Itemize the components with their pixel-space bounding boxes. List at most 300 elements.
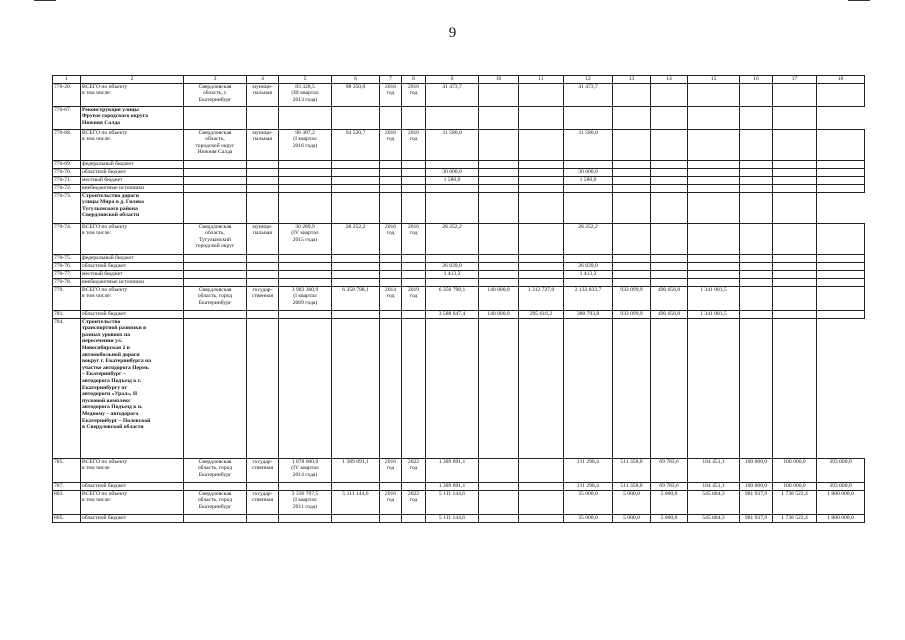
table-cell bbox=[773, 184, 817, 192]
table-cell bbox=[402, 184, 426, 192]
table-cell: 781. bbox=[53, 310, 81, 318]
table-cell: 388 793,8 bbox=[564, 310, 613, 318]
table-cell: 83 328,5 (III квартал 2013 года) bbox=[279, 83, 332, 106]
table-cell bbox=[402, 514, 426, 522]
table-cell bbox=[773, 286, 817, 310]
table-cell: 803. bbox=[53, 490, 81, 514]
table-cell bbox=[740, 286, 773, 310]
table-cell bbox=[613, 160, 651, 168]
table-cell bbox=[332, 270, 380, 278]
table-cell bbox=[247, 262, 279, 270]
table-cell bbox=[332, 192, 380, 223]
header-cell: 1 bbox=[53, 76, 81, 84]
table-cell bbox=[380, 482, 402, 490]
table-cell bbox=[247, 270, 279, 278]
table-cell: 1 580,0 bbox=[426, 176, 479, 184]
table-cell bbox=[817, 176, 865, 184]
table-cell: 100 000,0 bbox=[740, 482, 773, 490]
table-cell: 2016 год bbox=[380, 490, 402, 514]
table-cell bbox=[332, 262, 380, 270]
table-cell bbox=[426, 318, 479, 458]
table-cell bbox=[479, 514, 519, 522]
table-cell bbox=[380, 270, 402, 278]
table-cell: 770-74. bbox=[53, 223, 81, 254]
table-cell bbox=[479, 458, 519, 482]
table-cell bbox=[279, 262, 332, 270]
table-row bbox=[53, 458, 865, 482]
table-cell bbox=[519, 176, 564, 184]
table-cell bbox=[519, 184, 564, 192]
table-cell bbox=[380, 310, 402, 318]
table-cell bbox=[519, 106, 564, 129]
table-row bbox=[53, 278, 865, 286]
table-cell bbox=[380, 192, 402, 223]
table-row bbox=[53, 160, 865, 168]
table-cell bbox=[613, 262, 651, 270]
table-cell: 787. bbox=[53, 482, 81, 490]
table-cell bbox=[247, 168, 279, 176]
table-cell bbox=[773, 83, 817, 106]
table-cell bbox=[740, 83, 773, 106]
table-cell bbox=[184, 176, 247, 184]
table-cell bbox=[184, 106, 247, 129]
table-cell bbox=[519, 83, 564, 106]
table-cell bbox=[247, 278, 279, 286]
table-cell: ВСЕГО по объекту в том числе: bbox=[81, 490, 184, 514]
table-cell bbox=[184, 514, 247, 522]
table-cell bbox=[519, 270, 564, 278]
table-cell bbox=[519, 490, 564, 514]
table-cell: 30 000,0 bbox=[564, 168, 613, 176]
table-cell: 1 389 891,1 bbox=[426, 482, 479, 490]
table-cell: 1 800 000,0 bbox=[817, 490, 865, 514]
table-cell: 2019 год bbox=[402, 286, 426, 310]
table-cell: Свердловская область, городской округ Нижняя Салда bbox=[184, 129, 247, 160]
table-cell bbox=[773, 278, 817, 286]
table-cell: 28 252,2 bbox=[564, 223, 613, 254]
table-cell bbox=[479, 254, 519, 262]
table-cell bbox=[184, 168, 247, 176]
table-cell bbox=[279, 106, 332, 129]
table-row bbox=[53, 129, 865, 160]
table-cell: 6 350 798,1 bbox=[426, 286, 479, 310]
table-cell: 2022 год bbox=[402, 458, 426, 482]
table-cell: муници- пальная bbox=[247, 223, 279, 254]
table-cell bbox=[332, 310, 380, 318]
table-cell bbox=[740, 310, 773, 318]
table-cell bbox=[279, 160, 332, 168]
table-cell: 770-72. bbox=[53, 184, 81, 192]
table-cell: Свердловская область, Тугулымский городской округ bbox=[184, 223, 247, 254]
table-cell bbox=[740, 254, 773, 262]
table-cell: ВСЕГО по объекту в том числе: bbox=[81, 83, 184, 106]
table-cell: 1 738 522,4 bbox=[773, 514, 817, 522]
table-cell: 94 520,7 bbox=[332, 129, 380, 160]
table-cell: внебюджетные источники bbox=[81, 184, 184, 192]
table-cell bbox=[613, 176, 651, 184]
table-cell: государ- ственная bbox=[247, 286, 279, 310]
table-cell bbox=[817, 254, 865, 262]
table-cell: 1 800 000,0 bbox=[817, 514, 865, 522]
table-cell bbox=[519, 514, 564, 522]
table-row bbox=[53, 514, 865, 522]
table-row bbox=[53, 223, 865, 254]
table-cell bbox=[651, 129, 688, 160]
table-cell bbox=[332, 278, 380, 286]
table-cell bbox=[479, 262, 519, 270]
table-cell bbox=[380, 514, 402, 522]
table-cell bbox=[380, 262, 402, 270]
table-cell bbox=[688, 318, 740, 458]
table-cell bbox=[402, 310, 426, 318]
table-cell bbox=[688, 223, 740, 254]
table-cell: областной бюджет bbox=[81, 168, 184, 176]
table-cell bbox=[688, 106, 740, 129]
table-cell bbox=[688, 168, 740, 176]
table-cell bbox=[247, 160, 279, 168]
table-cell bbox=[247, 176, 279, 184]
table-cell: 2022 год bbox=[402, 490, 426, 514]
table-cell: 1 389 891,1 bbox=[332, 458, 380, 482]
table-cell bbox=[613, 278, 651, 286]
table-row bbox=[53, 270, 865, 278]
table-cell bbox=[380, 318, 402, 458]
table-cell bbox=[613, 254, 651, 262]
table-cell bbox=[817, 129, 865, 160]
table-cell: 41 473,7 bbox=[426, 83, 479, 106]
table-cell bbox=[247, 482, 279, 490]
table-cell bbox=[613, 318, 651, 458]
table-cell: 31 580,0 bbox=[426, 129, 479, 160]
table-cell: 111 298,4 bbox=[564, 458, 613, 482]
table-cell bbox=[740, 262, 773, 270]
table-cell: ВСЕГО по объекту в том числе: bbox=[81, 286, 184, 310]
table-cell: 104 451,1 bbox=[688, 482, 740, 490]
table-cell bbox=[688, 160, 740, 168]
table-cell bbox=[279, 318, 332, 458]
table-cell bbox=[688, 176, 740, 184]
header-cell: 5 bbox=[279, 76, 332, 84]
table-cell: 5 111 144,6 bbox=[426, 490, 479, 514]
table-cell bbox=[279, 176, 332, 184]
table-cell bbox=[817, 83, 865, 106]
table-cell bbox=[651, 254, 688, 262]
table-cell bbox=[564, 278, 613, 286]
table-cell bbox=[564, 184, 613, 192]
table-cell: 69 783,6 bbox=[651, 482, 688, 490]
table-cell bbox=[519, 168, 564, 176]
table-cell: Свердловская область, город Екатеринбург bbox=[184, 490, 247, 514]
header-cell: 11 bbox=[519, 76, 564, 84]
table-cell: областной бюджет bbox=[81, 310, 184, 318]
table-cell: 5 000,0 bbox=[613, 514, 651, 522]
table-cell bbox=[332, 176, 380, 184]
table-cell bbox=[184, 318, 247, 458]
table-cell bbox=[773, 318, 817, 458]
table-cell bbox=[184, 192, 247, 223]
table-cell: 511 358,0 bbox=[613, 458, 651, 482]
table-cell bbox=[651, 223, 688, 254]
table-cell bbox=[380, 106, 402, 129]
table-cell bbox=[519, 278, 564, 286]
table-cell bbox=[564, 192, 613, 223]
table-cell: 1 580,0 bbox=[564, 176, 613, 184]
table-cell: 28 252,2 bbox=[332, 223, 380, 254]
table-cell: 104 451,1 bbox=[688, 458, 740, 482]
table-cell: ВСЕГО по объекту в том числе bbox=[81, 458, 184, 482]
table-cell bbox=[740, 168, 773, 176]
table-cell: 1 078 000,0 (IV квартал 2014 года) bbox=[279, 458, 332, 482]
table-row bbox=[53, 262, 865, 270]
table-cell bbox=[651, 160, 688, 168]
table-cell: Свердловская область, город Екатеринбург bbox=[184, 458, 247, 482]
table-cell: 3 983 360,9 (I квартал 2009 года) bbox=[279, 286, 332, 310]
table-cell bbox=[247, 192, 279, 223]
table-cell bbox=[651, 176, 688, 184]
table-cell: местный бюджет bbox=[81, 270, 184, 278]
header-cell: 16 bbox=[740, 76, 773, 84]
table-cell bbox=[740, 184, 773, 192]
table-cell bbox=[479, 278, 519, 286]
table-cell: 770-75. bbox=[53, 254, 81, 262]
table-cell bbox=[184, 262, 247, 270]
table-cell: 2016 год bbox=[380, 129, 402, 160]
header-cell: 9 bbox=[426, 76, 479, 84]
table-cell bbox=[479, 270, 519, 278]
table-row bbox=[53, 168, 865, 176]
table-cell: Строительство транспортной развязки в разных уровнях на пересечении ул. Новосибирская 2 и автомобильной дороги вокруг г. Екатеринбурга на участке автодорога Пермь – Екатеринбург – автодорога Подъезд к г. Екатеринбургу от автодороги «Урал», II пусковой комплекс автодорога Подъезд к п. Медному – автодорога Екатеринбург – Полевской в Свердловской области bbox=[81, 318, 184, 458]
table-cell: 981 937,9 bbox=[740, 490, 773, 514]
table-cell: 140 000,0 bbox=[479, 310, 519, 318]
table-cell bbox=[479, 482, 519, 490]
table-cell: 5 000,0 bbox=[651, 490, 688, 514]
table-cell: 770-77. bbox=[53, 270, 81, 278]
table-cell bbox=[817, 270, 865, 278]
table-cell bbox=[651, 106, 688, 129]
table-cell bbox=[740, 106, 773, 129]
table-cell bbox=[613, 192, 651, 223]
table-cell: 5 111 144,6 bbox=[332, 490, 380, 514]
table-cell: 770-71. bbox=[53, 176, 81, 184]
table-cell bbox=[519, 254, 564, 262]
header-cell: 8 bbox=[402, 76, 426, 84]
table-cell: 5 000,0 bbox=[613, 490, 651, 514]
table-cell bbox=[426, 160, 479, 168]
table-cell bbox=[651, 270, 688, 278]
table-cell bbox=[740, 223, 773, 254]
table-cell: 35 000,0 bbox=[564, 490, 613, 514]
table-header-row bbox=[53, 76, 865, 84]
table-cell: 26 839,0 bbox=[426, 262, 479, 270]
table-cell bbox=[519, 318, 564, 458]
table-cell bbox=[613, 129, 651, 160]
table-cell: 2016 год bbox=[380, 458, 402, 482]
table-cell bbox=[519, 458, 564, 482]
table-cell: 545 684,3 bbox=[688, 490, 740, 514]
table-cell bbox=[184, 184, 247, 192]
table-cell bbox=[402, 176, 426, 184]
table-cell: 41 473,7 bbox=[564, 83, 613, 106]
table-cell bbox=[279, 278, 332, 286]
table-row bbox=[53, 106, 865, 129]
table-cell bbox=[519, 223, 564, 254]
table-cell bbox=[426, 192, 479, 223]
table-cell: государ- ственная bbox=[247, 490, 279, 514]
table-cell: 770-76. bbox=[53, 262, 81, 270]
table-cell: 35 000,0 bbox=[564, 514, 613, 522]
top-rule-left bbox=[34, 0, 56, 1]
table-row bbox=[53, 318, 865, 458]
table-cell bbox=[773, 168, 817, 176]
table-cell bbox=[740, 160, 773, 168]
table-cell bbox=[688, 184, 740, 192]
table-cell: Реконструкция улицы Фрунзе городского округа Нижняя Салда bbox=[81, 106, 184, 129]
table-cell: 2016 год bbox=[380, 83, 402, 106]
table-cell bbox=[773, 176, 817, 184]
table-cell bbox=[184, 278, 247, 286]
table-cell bbox=[247, 318, 279, 458]
table-cell bbox=[688, 270, 740, 278]
table-cell: Свердловская область, г. Екатеринбург bbox=[184, 83, 247, 106]
table-cell: Строительство дороги улицы Мира в д. Гилева Тугулымского района Свердловской области bbox=[81, 192, 184, 223]
table-cell bbox=[184, 270, 247, 278]
table-cell: 69 783,6 bbox=[651, 458, 688, 482]
table-cell: 1 341 081,5 bbox=[688, 310, 740, 318]
budget-table bbox=[52, 75, 865, 523]
table-cell: 933 099,9 bbox=[613, 286, 651, 310]
table-cell: 98 350,0 bbox=[332, 83, 380, 106]
header-cell: 13 bbox=[613, 76, 651, 84]
table-cell bbox=[740, 318, 773, 458]
table-cell bbox=[479, 223, 519, 254]
table-cell bbox=[817, 223, 865, 254]
table-cell bbox=[380, 254, 402, 262]
table-cell: 511 358,0 bbox=[613, 482, 651, 490]
header-cell: 12 bbox=[564, 76, 613, 84]
table-cell bbox=[402, 106, 426, 129]
table-cell: 785. bbox=[53, 458, 81, 482]
table-cell bbox=[773, 160, 817, 168]
table-cell bbox=[279, 168, 332, 176]
table-cell bbox=[332, 514, 380, 522]
table-cell bbox=[688, 192, 740, 223]
table-cell bbox=[773, 129, 817, 160]
table-cell bbox=[519, 160, 564, 168]
table-cell: 98 387,2 (I квартал 2016 года) bbox=[279, 129, 332, 160]
table-cell: 1 413,2 bbox=[426, 270, 479, 278]
table-cell: 1 312 727,0 bbox=[519, 286, 564, 310]
table-cell bbox=[773, 310, 817, 318]
table-cell: 5 000,0 bbox=[651, 514, 688, 522]
table-cell bbox=[332, 254, 380, 262]
table-cell bbox=[426, 254, 479, 262]
table-cell: местный бюджет bbox=[81, 176, 184, 184]
table-cell: государ- ственная bbox=[247, 458, 279, 482]
table-cell bbox=[380, 278, 402, 286]
table-cell bbox=[688, 83, 740, 106]
header-cell: 15 bbox=[688, 76, 740, 84]
table-cell: 31 580,0 bbox=[564, 129, 613, 160]
table-cell bbox=[817, 262, 865, 270]
table-cell bbox=[613, 83, 651, 106]
table-cell bbox=[402, 270, 426, 278]
table-cell: внебюджетные источники bbox=[81, 278, 184, 286]
table-cell bbox=[332, 160, 380, 168]
table-cell bbox=[332, 318, 380, 458]
table-row bbox=[53, 286, 865, 310]
table-cell bbox=[332, 482, 380, 490]
table-cell bbox=[479, 490, 519, 514]
table-cell: 770-78. bbox=[53, 278, 81, 286]
table-cell: 3 336 707,5 (I квартал 2011 года) bbox=[279, 490, 332, 514]
header-cell: 10 bbox=[479, 76, 519, 84]
table-cell: 770-70. bbox=[53, 168, 81, 176]
page-number: 9 bbox=[448, 25, 457, 41]
table-cell: ВСЕГО по объекту в том числе: bbox=[81, 223, 184, 254]
table-cell bbox=[817, 310, 865, 318]
table-cell: 1 389 891,1 bbox=[426, 458, 479, 482]
table-cell bbox=[332, 106, 380, 129]
table-cell bbox=[773, 106, 817, 129]
table-cell bbox=[479, 129, 519, 160]
table-cell bbox=[613, 168, 651, 176]
table-cell bbox=[402, 278, 426, 286]
table-cell: 545 684,3 bbox=[688, 514, 740, 522]
table-cell bbox=[564, 318, 613, 458]
table-cell: 770-68. bbox=[53, 129, 81, 160]
header-cell: 4 bbox=[247, 76, 279, 84]
table-cell bbox=[479, 184, 519, 192]
table-cell: 2014 год bbox=[380, 286, 402, 310]
table-cell bbox=[184, 482, 247, 490]
table-cell bbox=[651, 262, 688, 270]
table-cell: 490 056,0 bbox=[651, 310, 688, 318]
table-cell bbox=[479, 176, 519, 184]
table-cell: 2016 год bbox=[402, 83, 426, 106]
table-cell bbox=[332, 184, 380, 192]
table-cell bbox=[613, 106, 651, 129]
table-cell bbox=[247, 184, 279, 192]
header-cell: 7 bbox=[380, 76, 402, 84]
table-cell bbox=[519, 482, 564, 490]
table-cell: муници- пальная bbox=[247, 129, 279, 160]
table-cell: 2016 год bbox=[402, 223, 426, 254]
table-cell: 26 839,0 bbox=[564, 262, 613, 270]
table-cell bbox=[564, 254, 613, 262]
table-cell bbox=[426, 278, 479, 286]
table-cell: 770-73. bbox=[53, 192, 81, 223]
table-row bbox=[53, 310, 865, 318]
table-row bbox=[53, 83, 865, 106]
table-cell bbox=[402, 482, 426, 490]
table-cell: 28 252,2 bbox=[426, 223, 479, 254]
table-cell bbox=[279, 514, 332, 522]
table-cell bbox=[817, 278, 865, 286]
table-cell bbox=[651, 278, 688, 286]
table-row bbox=[53, 184, 865, 192]
table-cell bbox=[613, 270, 651, 278]
table-cell bbox=[479, 160, 519, 168]
table-cell: областной бюджет bbox=[81, 262, 184, 270]
table-cell bbox=[740, 278, 773, 286]
table-cell: 5 111 144,6 bbox=[426, 514, 479, 522]
table-cell bbox=[773, 254, 817, 262]
table-cell bbox=[402, 160, 426, 168]
table-cell: 805. bbox=[53, 514, 81, 522]
table-cell bbox=[479, 192, 519, 223]
table-cell bbox=[773, 223, 817, 254]
table-cell bbox=[773, 262, 817, 270]
